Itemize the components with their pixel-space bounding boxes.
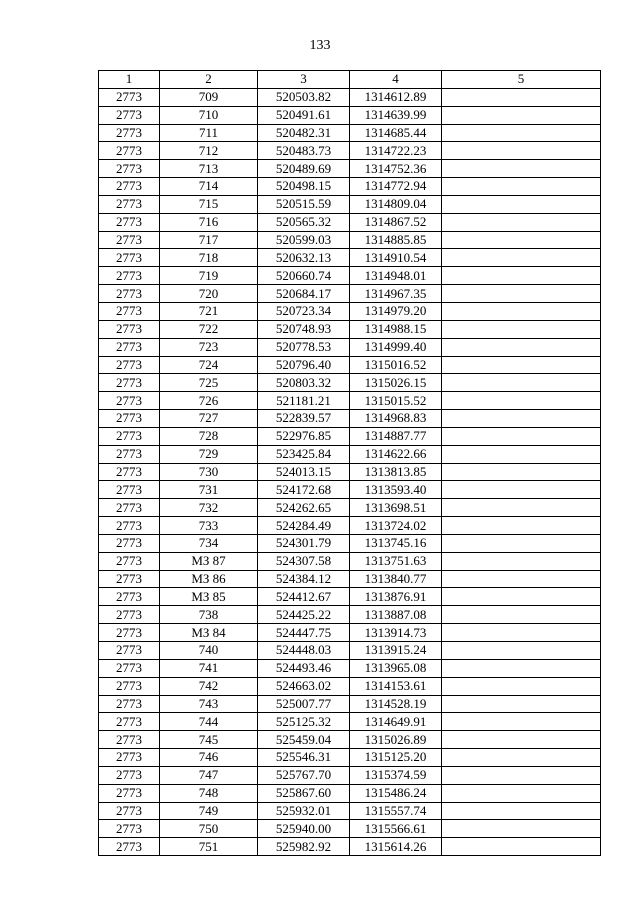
table-cell-col2: 734 (160, 534, 258, 552)
table-cell-col2: 720 (160, 285, 258, 303)
table-cell-col1: 2773 (99, 231, 160, 249)
table-cell-col5 (442, 392, 601, 410)
table-cell-col2: 718 (160, 249, 258, 267)
table-cell-col5 (442, 695, 601, 713)
table-cell-col3: 524447.75 (258, 624, 350, 642)
table-cell-col1: 2773 (99, 410, 160, 428)
table-cell-col5 (442, 534, 601, 552)
table-row (99, 749, 601, 767)
table-row (99, 517, 601, 535)
table-cell-col2: 717 (160, 231, 258, 249)
table-cell-col2: 745 (160, 731, 258, 749)
table-row (99, 463, 601, 481)
table-cell-col4: 1314772.94 (350, 178, 442, 196)
table-cell-col5 (442, 178, 601, 196)
table-cell-col5 (442, 481, 601, 499)
table-cell-col4: 1313698.51 (350, 499, 442, 517)
table-row (99, 624, 601, 642)
table-cell-col5 (442, 642, 601, 660)
table-cell-col2: 741 (160, 659, 258, 677)
table-cell-col3: 522976.85 (258, 427, 350, 445)
table-cell-col3: 525125.32 (258, 713, 350, 731)
table-cell-col5 (442, 106, 601, 124)
table-cell-col2: 724 (160, 356, 258, 374)
table-cell-col3: 524425.22 (258, 606, 350, 624)
table-cell-col5 (442, 374, 601, 392)
table-cell-col5 (442, 731, 601, 749)
table-cell-col4: 1315015.52 (350, 392, 442, 410)
table-cell-col2: МЗ 87 (160, 552, 258, 570)
table-cell-col2: 751 (160, 838, 258, 856)
table-cell-col1: 2773 (99, 195, 160, 213)
table-cell-col4: 1314622.66 (350, 445, 442, 463)
table-cell-col2: 714 (160, 178, 258, 196)
table-row (99, 820, 601, 838)
table-cell-col4: 1314867.52 (350, 213, 442, 231)
table-cell-col1: 2773 (99, 427, 160, 445)
table-cell-col2: 710 (160, 106, 258, 124)
table-cell-col4: 1314649.91 (350, 713, 442, 731)
table-cell-col1: 2773 (99, 517, 160, 535)
table-cell-col5 (442, 320, 601, 338)
table-cell-col3: 520803.32 (258, 374, 350, 392)
table-cell-col5 (442, 195, 601, 213)
table-cell-col3: 520565.32 (258, 213, 350, 231)
table-cell-col4: 1314979.20 (350, 302, 442, 320)
table-row (99, 534, 601, 552)
table-cell-col4: 1315374.59 (350, 766, 442, 784)
table-row (99, 249, 601, 267)
table-cell-col4: 1314887.77 (350, 427, 442, 445)
table-cell-col3: 524412.67 (258, 588, 350, 606)
table-cell-col4: 1314153.61 (350, 677, 442, 695)
table-cell-col5 (442, 606, 601, 624)
table-cell-col4: 1314612.89 (350, 88, 442, 106)
table-cell-col1: 2773 (99, 552, 160, 570)
table-cell-col1: 2773 (99, 606, 160, 624)
table-cell-col5 (442, 249, 601, 267)
table-cell-col3: 520660.74 (258, 267, 350, 285)
table-cell-col4: 1315557.74 (350, 802, 442, 820)
table-cell-col4: 1315125.20 (350, 749, 442, 767)
table-row (99, 142, 601, 160)
table-cell-col2: 733 (160, 517, 258, 535)
table-cell-col3: 520515.59 (258, 195, 350, 213)
table-cell-col1: 2773 (99, 178, 160, 196)
table-cell-col5 (442, 267, 601, 285)
table-cell-col3: 520684.17 (258, 285, 350, 303)
table-cell-col3: 520599.03 (258, 231, 350, 249)
table-cell-col3: 524172.68 (258, 481, 350, 499)
table-cell-col3: 520498.15 (258, 178, 350, 196)
table-cell-col1: 2773 (99, 838, 160, 856)
table-cell-col1: 2773 (99, 445, 160, 463)
table-cell-col5 (442, 749, 601, 767)
table-cell-col4: 1314988.15 (350, 320, 442, 338)
table-cell-col3: 525932.01 (258, 802, 350, 820)
table-cell-col3: 524448.03 (258, 642, 350, 660)
table-cell-col1: 2773 (99, 481, 160, 499)
table-cell-col2: МЗ 84 (160, 624, 258, 642)
table-cell-col4: 1313876.91 (350, 588, 442, 606)
table-header (99, 71, 601, 89)
table-row (99, 410, 601, 428)
table-row (99, 338, 601, 356)
table-cell-col4: 1314910.54 (350, 249, 442, 267)
table-row (99, 570, 601, 588)
table-cell-col4: 1314809.04 (350, 195, 442, 213)
table-cell-col4: 1314948.01 (350, 267, 442, 285)
table-cell-col1: 2773 (99, 267, 160, 285)
table-cell-col4: 1313887.08 (350, 606, 442, 624)
table-cell-col3: 524663.02 (258, 677, 350, 695)
table-row (99, 659, 601, 677)
table-cell-col1: 2773 (99, 713, 160, 731)
table-cell-col4: 1313914.73 (350, 624, 442, 642)
table-cell-col4: 1313593.40 (350, 481, 442, 499)
table-row (99, 302, 601, 320)
table-cell-col5 (442, 820, 601, 838)
table-row (99, 802, 601, 820)
table-cell-col2: 746 (160, 749, 258, 767)
table-row (99, 784, 601, 802)
table-cell-col5 (442, 213, 601, 231)
table-cell-col2: 715 (160, 195, 258, 213)
table-cell-col1: 2773 (99, 320, 160, 338)
table-cell-col5 (442, 410, 601, 428)
table-cell-col1: 2773 (99, 392, 160, 410)
table-cell-col4: 1314528.19 (350, 695, 442, 713)
table-cell-col4: 1314968.83 (350, 410, 442, 428)
table-cell-col5 (442, 838, 601, 856)
table-cell-col4: 1314685.44 (350, 124, 442, 142)
table-cell-col3: 525007.77 (258, 695, 350, 713)
table-row (99, 766, 601, 784)
table-cell-col3: 525940.00 (258, 820, 350, 838)
table-row (99, 695, 601, 713)
table-row (99, 731, 601, 749)
table-cell-col1: 2773 (99, 302, 160, 320)
table-cell-col5 (442, 517, 601, 535)
table-cell-col2: 730 (160, 463, 258, 481)
header-cell-3: 3 (258, 71, 350, 89)
table-row (99, 160, 601, 178)
table-cell-col3: 520489.69 (258, 160, 350, 178)
table-row (99, 231, 601, 249)
table-cell-col1: 2773 (99, 463, 160, 481)
table-row (99, 178, 601, 196)
table-cell-col2: 727 (160, 410, 258, 428)
table-cell-col5 (442, 88, 601, 106)
table-cell-col1: 2773 (99, 659, 160, 677)
table-cell-col3: 525459.04 (258, 731, 350, 749)
table-cell-col2: 712 (160, 142, 258, 160)
table-row (99, 713, 601, 731)
table-cell-col1: 2773 (99, 677, 160, 695)
table-cell-col1: 2773 (99, 820, 160, 838)
table-cell-col5 (442, 570, 601, 588)
table-cell-col4: 1315486.24 (350, 784, 442, 802)
table-cell-col2: 709 (160, 88, 258, 106)
table-cell-col1: 2773 (99, 338, 160, 356)
table-cell-col2: 738 (160, 606, 258, 624)
table-cell-col3: 524262.65 (258, 499, 350, 517)
table-cell-col5 (442, 445, 601, 463)
table-row (99, 445, 601, 463)
table-cell-col2: 716 (160, 213, 258, 231)
header-row (99, 71, 601, 89)
table-cell-col2: 748 (160, 784, 258, 802)
table-cell-col1: 2773 (99, 106, 160, 124)
table-cell-col1: 2773 (99, 356, 160, 374)
table-cell-col2: 744 (160, 713, 258, 731)
table-cell-col3: 523425.84 (258, 445, 350, 463)
table-cell-col3: 524013.15 (258, 463, 350, 481)
table-cell-col3: 525767.70 (258, 766, 350, 784)
table-cell-col2: МЗ 86 (160, 570, 258, 588)
table-cell-col3: 520483.73 (258, 142, 350, 160)
header-cell-1: 1 (99, 71, 160, 89)
table-row (99, 552, 601, 570)
table-cell-col4: 1314752.36 (350, 160, 442, 178)
table-row (99, 588, 601, 606)
table-cell-col2: МЗ 85 (160, 588, 258, 606)
table-cell-col3: 520748.93 (258, 320, 350, 338)
table-cell-col1: 2773 (99, 642, 160, 660)
table-cell-col4: 1315016.52 (350, 356, 442, 374)
table-cell-col4: 1314885.85 (350, 231, 442, 249)
table-row (99, 499, 601, 517)
page-number: 133 (309, 38, 331, 53)
table-cell-col4: 1313745.16 (350, 534, 442, 552)
table-cell-col4: 1314722.23 (350, 142, 442, 160)
table-cell-col1: 2773 (99, 285, 160, 303)
table-cell-col2: 743 (160, 695, 258, 713)
table-cell-col5 (442, 588, 601, 606)
table-cell-col5 (442, 766, 601, 784)
table-row (99, 267, 601, 285)
table-row (99, 392, 601, 410)
table-cell-col2: 725 (160, 374, 258, 392)
table-cell-col4: 1313840.77 (350, 570, 442, 588)
table-cell-col2: 742 (160, 677, 258, 695)
table-cell-col3: 524384.12 (258, 570, 350, 588)
table-cell-col1: 2773 (99, 160, 160, 178)
table-cell-col4: 1313813.85 (350, 463, 442, 481)
table-cell-col5 (442, 231, 601, 249)
table-cell-col2: 722 (160, 320, 258, 338)
table-cell-col1: 2773 (99, 570, 160, 588)
table-cell-col2: 719 (160, 267, 258, 285)
table-row (99, 124, 601, 142)
table-cell-col5 (442, 677, 601, 695)
table-cell-col4: 1315566.61 (350, 820, 442, 838)
table-cell-col5 (442, 124, 601, 142)
table-cell-col3: 520778.53 (258, 338, 350, 356)
table-cell-col3: 520482.31 (258, 124, 350, 142)
table-cell-col4: 1315026.15 (350, 374, 442, 392)
table-cell-col3: 520796.40 (258, 356, 350, 374)
table-cell-col1: 2773 (99, 695, 160, 713)
table-cell-col5 (442, 302, 601, 320)
table-cell-col1: 2773 (99, 766, 160, 784)
table-cell-col4: 1313965.08 (350, 659, 442, 677)
table-cell-col3: 520632.13 (258, 249, 350, 267)
table-cell-col2: 747 (160, 766, 258, 784)
table-cell-col1: 2773 (99, 784, 160, 802)
table-cell-col3: 524493.46 (258, 659, 350, 677)
table-cell-col1: 2773 (99, 142, 160, 160)
table-cell-col5 (442, 624, 601, 642)
header-cell-5: 5 (442, 71, 601, 89)
table-cell-col1: 2773 (99, 124, 160, 142)
table-cell-col2: 729 (160, 445, 258, 463)
table-cell-col3: 522839.57 (258, 410, 350, 428)
table-cell-col4: 1313915.24 (350, 642, 442, 660)
table-cell-col2: 750 (160, 820, 258, 838)
table-cell-col4: 1315614.26 (350, 838, 442, 856)
table-cell-col4: 1313751.63 (350, 552, 442, 570)
table-cell-col1: 2773 (99, 499, 160, 517)
table-cell-col3: 524301.79 (258, 534, 350, 552)
table-cell-col5 (442, 463, 601, 481)
table-cell-col2: 721 (160, 302, 258, 320)
table-cell-col2: 726 (160, 392, 258, 410)
table-cell-col3: 520723.34 (258, 302, 350, 320)
table-cell-col4: 1314999.40 (350, 338, 442, 356)
table-cell-col1: 2773 (99, 749, 160, 767)
table-cell-col3: 520503.82 (258, 88, 350, 106)
table-cell-col5 (442, 160, 601, 178)
table-cell-col3: 524284.49 (258, 517, 350, 535)
table-row (99, 677, 601, 695)
table-cell-col1: 2773 (99, 624, 160, 642)
table-cell-col1: 2773 (99, 588, 160, 606)
table-body (99, 88, 601, 855)
table-cell-col2: 749 (160, 802, 258, 820)
coordinates-table (98, 70, 601, 856)
table-row (99, 106, 601, 124)
table-cell-col2: 723 (160, 338, 258, 356)
table-cell-col4: 1313724.02 (350, 517, 442, 535)
table-cell-col3: 521181.21 (258, 392, 350, 410)
table-row (99, 88, 601, 106)
table-cell-col5 (442, 659, 601, 677)
table-cell-col3: 520491.61 (258, 106, 350, 124)
table-cell-col1: 2773 (99, 534, 160, 552)
table-row (99, 356, 601, 374)
table-cell-col5 (442, 427, 601, 445)
table-cell-col4: 1315026.89 (350, 731, 442, 749)
table-cell-col3: 525867.60 (258, 784, 350, 802)
table-cell-col1: 2773 (99, 802, 160, 820)
table-row (99, 606, 601, 624)
table-cell-col1: 2773 (99, 249, 160, 267)
table-cell-col4: 1314639.99 (350, 106, 442, 124)
table-cell-col5 (442, 142, 601, 160)
table-cell-col3: 525982.92 (258, 838, 350, 856)
table-cell-col2: 740 (160, 642, 258, 660)
table-cell-col1: 2773 (99, 374, 160, 392)
table-row (99, 213, 601, 231)
table-cell-col2: 711 (160, 124, 258, 142)
table-cell-col5 (442, 285, 601, 303)
table-row (99, 374, 601, 392)
table-cell-col2: 728 (160, 427, 258, 445)
table-row (99, 320, 601, 338)
table-row (99, 427, 601, 445)
table-cell-col2: 732 (160, 499, 258, 517)
header-cell-4: 4 (350, 71, 442, 89)
table-cell-col5 (442, 552, 601, 570)
table-cell-col3: 524307.58 (258, 552, 350, 570)
table-cell-col4: 1314967.35 (350, 285, 442, 303)
table-cell-col5 (442, 499, 601, 517)
table-row (99, 285, 601, 303)
table-row (99, 195, 601, 213)
table-cell-col2: 713 (160, 160, 258, 178)
table-cell-col1: 2773 (99, 88, 160, 106)
table-cell-col1: 2773 (99, 731, 160, 749)
table-row (99, 642, 601, 660)
table-cell-col5 (442, 784, 601, 802)
table-cell-col1: 2773 (99, 213, 160, 231)
table-cell-col2: 731 (160, 481, 258, 499)
header-cell-2: 2 (160, 71, 258, 89)
table-cell-col3: 525546.31 (258, 749, 350, 767)
table-cell-col5 (442, 338, 601, 356)
table-cell-col5 (442, 713, 601, 731)
table-cell-col5 (442, 356, 601, 374)
table-cell-col5 (442, 802, 601, 820)
table-row (99, 838, 601, 856)
table-row (99, 481, 601, 499)
